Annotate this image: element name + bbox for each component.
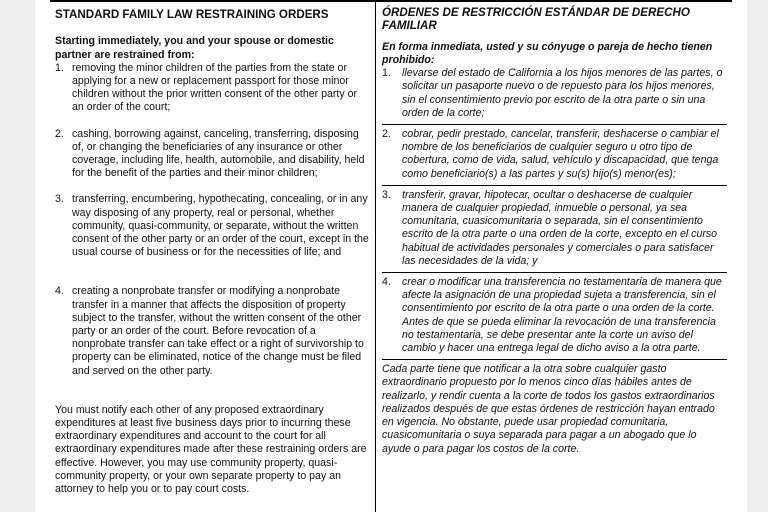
- spanish-item-4: [382, 276, 727, 355]
- english-item-3: [55, 193, 369, 259]
- column-divider: [375, 2, 376, 512]
- spanish-item-3: [382, 189, 727, 268]
- item-text: cobrar, pedir prestado, cancelar, transferir, deshacerse o cambiar el nombre de los beneficiarios de cualquier seguro u otro tipo de cobertura, como de vida, salud, vehículo y discapacidad, que tenga como beneficiario(s) a las partes y su(s) hijo(s) menor(es);: [402, 128, 719, 180]
- item-separator: [382, 185, 727, 186]
- item-text: cashing, borrowing against, canceling, transferring, disposing of, or changing the beneficiaries of any insurance or other coverage, including life, health, automobile, and disability, held for the benefit of the parties and their minor children;: [72, 127, 365, 180]
- english-closing: You must notify each other of any proposed extraordinary expenditures at least five business days prior to incurring these extraordinary expenditures and account to the court for all extraordinary expenditures made after these restraining orders are effective. However, you may use community property, quasi-community property, or your own separate property to pay an attorney to help you or to pay court costs.: [55, 403, 367, 496]
- item-text: removing the minor children of the parties from the state or applying for a new or replacement passport for those minor children without the prior written consent of the other party or an order of the court;: [72, 61, 358, 114]
- spanish-item-2: [382, 128, 727, 181]
- item-number: 4.: [382, 276, 391, 289]
- spanish-item-1: [382, 67, 727, 120]
- item-text: transferring, encumbering, hypothecating, concealing, or in any way disposing of any property, real or personal, whether community, quasi-community, or separate, without the written consent of the other party or an order of the court, except in the usual course of business or for the necessities of life; and: [72, 193, 369, 259]
- item-separator: [382, 359, 727, 360]
- english-column: [55, 0, 369, 512]
- spanish-lead: En forma inmediata, usted y su cónyuge o pareja de hecho tienen prohibido:: [382, 40, 713, 67]
- document-page: [35, 0, 747, 512]
- item-separator: [382, 124, 727, 125]
- item-separator: [382, 272, 727, 273]
- english-item-2: [55, 128, 369, 181]
- spanish-column: [382, 0, 727, 512]
- item-text: llevarse del estado de California a los hijos menores de las partes, o solicitar un pasaporte nuevo o de repuesto para los hijos menores, sin el consentimiento previo por escrito de la otra parte o sin una orden de la corte;: [402, 67, 723, 119]
- english-heading: STANDARD FAMILY LAW RESTRAINING ORDERS: [55, 8, 329, 21]
- english-lead: Starting immediately, you and your spouse or domestic partner are restrained from:: [55, 35, 334, 61]
- item-text: transferir, gravar, hipotecar, ocultar o deshacerse de cualquier manera de cualquier propiedad, inmueble o personal, ya sea comunitaria, cuasicomunitaria o separada, sin el consentimiento escrito de la otra parte o una orden de la corte, excepto en el curso habitual de actividades personales y comerciales o para satisfacer las necesidades de la vida; y: [402, 188, 718, 267]
- english-item-4: [55, 285, 369, 377]
- item-number: 1.: [382, 67, 391, 80]
- item-number: 2.: [382, 128, 391, 141]
- item-number: 3.: [55, 193, 64, 206]
- item-text: creating a nonprobate transfer or modifying a nonprobate transfer in a manner that affects the disposition of property subject to the transfer, without the written consent of the other party or an order of the court. Before revocation of a nonprobate transfer can take effect or a right of survivorship to property can be eliminated, notice of the change must be filed and served on the other party.: [72, 285, 364, 377]
- spanish-heading: ÓRDENES DE RESTRICCIÓN ESTÁNDAR DE DERECHO FAMILIAR: [382, 6, 690, 33]
- item-text: crear o modificar una transferencia no testamentaria de manera que afecte la asignación de una propiedad sujeta a transferencia, sin el consentimiento por escrito de la otra parte o una orden de la corte. Antes de que se pueda eliminar la revocación de una transferencia no testamentaria, se debe presentar ante la corte un aviso del cambio y hacer una entrega legal de dicho aviso a la otra parte.: [402, 276, 722, 355]
- item-number: 3.: [382, 188, 391, 201]
- english-item-1: [55, 62, 369, 115]
- item-number: 1.: [55, 61, 64, 74]
- english-list: [55, 62, 369, 378]
- spanish-closing: Cada parte tiene que notificar a la otra sobre cualquier gasto extraordinario propuesto por lo menos cinco días hábiles antes de realizarlo, y rendir cuenta a la corte de todos los gastos extraordinarios realizados después de que estas órdenes de restricción hayan entrado en vigencia. No obstante, puede usar propiedad comunitaria, cuasicomunitaria o suya separada para pagar a un abogado que lo ayude o para pagar los costos de la corte.: [382, 363, 715, 455]
- item-number: 4.: [55, 285, 64, 298]
- spanish-list: [382, 67, 727, 355]
- item-number: 2.: [55, 127, 64, 140]
